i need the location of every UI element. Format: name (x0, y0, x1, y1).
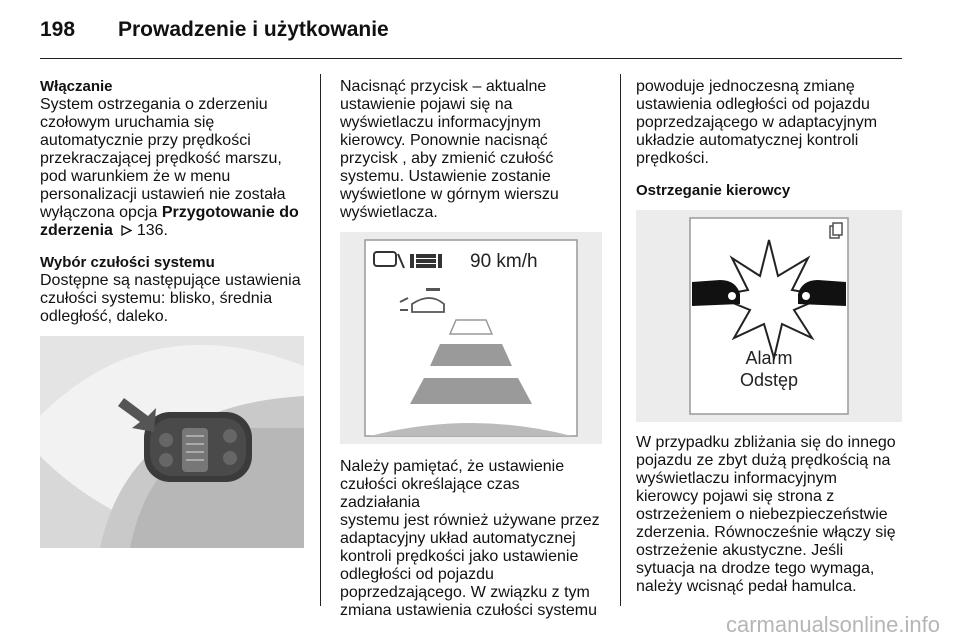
paragraph-warning (636, 434, 906, 596)
text-line: zmiana ustawienia czułości systemu (340, 602, 597, 619)
column-2 (340, 78, 604, 222)
text-line: powoduje jednoczesną zmianę (636, 78, 855, 95)
paragraph-continuation (636, 78, 906, 168)
chapter-title: Prowadzenie i użytkowanie (118, 18, 389, 41)
text-line: Dostępne są następujące ustawienia (40, 272, 301, 289)
text-line: personalizacji ustawień nie została (40, 186, 286, 203)
paragraph-button (340, 78, 604, 222)
column-1 (40, 78, 308, 326)
text-span: wyłączona opcja (40, 204, 162, 221)
text-line (40, 222, 308, 240)
text-line: systemu jest również używane przez (340, 512, 600, 529)
heading-driver-warning: Ostrzeganie kierowcy (636, 182, 791, 199)
text-line: Nacisnąć przycisk – aktualne (340, 78, 547, 95)
speed-readout: 90 km/h (470, 251, 538, 272)
page-number: 198 (40, 18, 76, 41)
text-line: odległość, daleko. (40, 308, 169, 325)
text-line: czułości określające czas zadziałania (340, 476, 520, 511)
menu-option-name: Przygotowanie do (161, 204, 299, 221)
car-right-icon (798, 280, 846, 306)
menu-option-name: zderzenia (40, 222, 113, 239)
text-line: czułości systemu: blisko, średnia (40, 290, 273, 307)
text-line: ustawienie pojawi się na (340, 96, 513, 113)
column-3-lower (636, 434, 906, 596)
column-2-lower (340, 458, 604, 620)
text-line: systemu. Ustawienie zostanie (340, 168, 551, 185)
text-line: prędkości. (636, 150, 709, 167)
steering-wheel-controls-illustration (40, 336, 304, 548)
column-3 (636, 78, 906, 200)
car-left-icon (692, 280, 740, 306)
text-line (40, 204, 308, 222)
text-line: poprzedzającego. W związku z tym (340, 584, 590, 601)
text-line: przycisk , aby zmienić czułość (340, 150, 554, 167)
text-line: wyświetlaczu informacyjnym (340, 114, 541, 131)
page-reference[interactable]: 136. (132, 222, 168, 239)
text-line: Należy pamiętać, że ustawienie (340, 458, 565, 475)
paragraph-acc-note (340, 458, 604, 620)
text-line: ostrzeżeniem o niebezpieczeństwie (636, 506, 888, 523)
page-header (40, 14, 902, 59)
text-line: należy wcisnąć pedał hamulca. (636, 578, 857, 595)
text-line: ostrzeżenie akustyczne. Jeśli (636, 542, 844, 559)
text-line: wyświetlacza. (340, 204, 438, 221)
text-line: sytuacja na drodze tego wymaga, (636, 560, 875, 577)
watermark: carmanualsonline.info (725, 612, 940, 637)
text-line: kontroli prędkości jako ustawienie (340, 548, 579, 565)
text-line: układzie automatycznej kontroli (636, 132, 859, 149)
text-line: przekraczającej prędkość marszu, (40, 150, 282, 167)
warning-title: Alarm (745, 348, 793, 368)
column-divider (320, 74, 321, 606)
driver-information-display-illustration (340, 232, 602, 444)
text-line: kierowcy. Ponownie nacisnąć (340, 132, 548, 149)
text-line: wyświetlone w górnym wierszu (340, 186, 559, 203)
text-line: pojazdu ze zbyt dużą prędkością na (636, 452, 891, 469)
paragraph-sensitivity (40, 272, 308, 326)
page-reference-arrow-icon (121, 225, 132, 236)
text-line: pod warunkiem że w menu (40, 168, 231, 185)
paragraph-enabling (40, 96, 308, 240)
heading-enabling: Włączanie (40, 78, 113, 95)
text-line: kierowcy pojawi się strona z (636, 488, 835, 505)
heading-sensitivity: Wybór czułości systemu (40, 254, 215, 271)
collision-warning-display-illustration (636, 210, 902, 422)
text-line: System ostrzegania o zderzeniu (40, 96, 268, 113)
text-line: W przypadku zbliżania się do innego (636, 434, 896, 451)
text-line: czołowym uruchamia się (40, 114, 215, 131)
text-line: odległości od pojazdu (340, 566, 494, 583)
warning-subtitle: Odstęp (739, 370, 799, 390)
text-line: ustawienia odległości od pojazdu (636, 96, 870, 113)
text-line: adaptacyjny układ automatycznej (340, 530, 576, 547)
text-line: poprzedzającego w adaptacyjnym (636, 114, 878, 131)
text-line: automatycznie przy prędkości (40, 132, 251, 149)
text-line: zderzenia. Równocześnie włączy się (636, 524, 896, 541)
column-divider (620, 74, 621, 606)
text-line: wyświetlaczu informacyjnym (636, 470, 837, 487)
